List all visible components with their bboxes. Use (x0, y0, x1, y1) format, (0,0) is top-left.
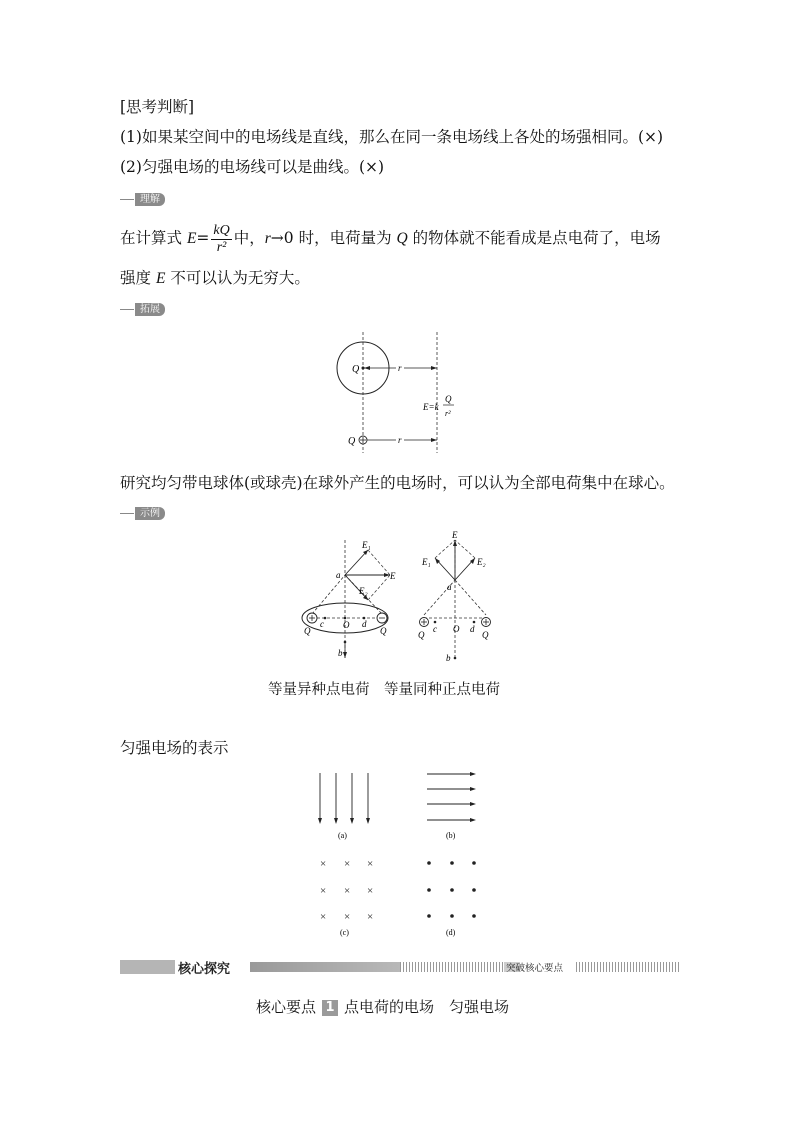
keypoint-prefix: 核心要点 (256, 998, 317, 1016)
label-E2: E₂ (477, 557, 486, 567)
fraction-denominator: r² (216, 239, 227, 255)
uniform-title: 匀强电场的表示 (120, 739, 229, 757)
label-b: b (446, 653, 451, 663)
svg-text:×: × (367, 858, 374, 870)
label-Q-right: Q (482, 630, 489, 640)
label-Q-negative: Q (380, 626, 387, 636)
dipole-figures (300, 530, 510, 670)
svg-text:×: × (367, 885, 374, 897)
svg-text:×: × (320, 911, 327, 923)
label-Q-left: Q (418, 630, 425, 640)
figure-c-crosses (320, 858, 373, 923)
label-Q-positive: Q (304, 626, 311, 636)
label-a: (a) (338, 831, 347, 840)
think-item-2: (2)匀强电场的电场线可以是曲线。(×) (120, 158, 385, 176)
text-segment: 在计算式 (120, 229, 187, 247)
svg-text:×: × (367, 911, 374, 923)
point-r-label: r (398, 435, 402, 445)
label-E: E (452, 530, 458, 540)
label-b: (b) (446, 831, 456, 840)
equals-sign: = (196, 229, 210, 247)
label-c: (c) (340, 928, 349, 937)
text-segment: →0 时，电荷量为 (270, 229, 397, 247)
text-segment: 中， (233, 229, 265, 247)
svg-text:×: × (344, 858, 351, 870)
banner-title: 核心探究 (178, 962, 231, 977)
sphere-Q-label: Q (352, 364, 360, 375)
figure-d-dots (427, 861, 476, 918)
understand-tag (120, 192, 165, 206)
label-b: b (338, 648, 343, 658)
label-c: c (320, 619, 324, 629)
label-d: d (362, 619, 367, 629)
figure-a-down-arrows (318, 773, 370, 824)
text-segment: 的物体就不能看成是点电荷了，电场 (407, 229, 661, 247)
label-c: c (433, 624, 437, 634)
text-segment: 强度 (120, 269, 156, 287)
label-d: d (470, 624, 475, 634)
symbol-E: E (155, 270, 166, 287)
example-tag-label: 示例 (135, 507, 165, 520)
think-heading: [思考判断] (120, 98, 195, 116)
understand-line-2 (120, 268, 310, 289)
symbol-E: E (186, 230, 197, 247)
extend-tag-label: 拓展 (135, 303, 165, 316)
formula-frac-num: Q (445, 394, 452, 404)
banner-block (120, 960, 175, 974)
label-E1: E₁ (362, 540, 371, 550)
figure-b-right-arrows (427, 772, 476, 822)
keypoint-title: 点电荷的电场 匀强电场 (344, 998, 510, 1016)
formula-Ek: E=k (423, 402, 439, 412)
svg-text:×: × (320, 885, 327, 897)
like-charges-figure (418, 530, 491, 663)
label-E1: E₁ (422, 557, 431, 567)
label-E: E (390, 571, 396, 581)
label-d: (d) (446, 928, 456, 937)
sphere-field-figure (320, 330, 480, 455)
svg-text:×: × (320, 858, 327, 870)
understand-tag-label: 理解 (135, 193, 165, 206)
sphere-r-label: r (398, 363, 402, 373)
keypoint-number-badge: 1 (322, 1000, 338, 1016)
fraction-numerator: kQ (213, 222, 230, 238)
banner-ticks-left (400, 962, 504, 972)
svg-text:×: × (344, 911, 351, 923)
label-a: a (447, 582, 452, 592)
opposite-charges-figure (302, 540, 396, 660)
extend-caption: 研究均匀带电球体(或球壳)在球外产生的电场时，可以认为全部电荷集中在球心。 (120, 474, 675, 492)
section-banner (120, 960, 680, 977)
banner-subtitle: 突破核心要点 (506, 963, 564, 974)
understand-line-1 (120, 220, 661, 257)
label-a: a (336, 570, 341, 580)
point-Q-label: Q (348, 436, 356, 447)
label-E2: E₂ (359, 586, 368, 596)
extend-tag (120, 302, 165, 316)
example-tag (120, 506, 165, 520)
example-caption: 等量异种点电荷 等量同种正点电荷 (268, 682, 500, 698)
fraction-kQ-r2 (211, 223, 231, 256)
text-segment: 不可以认为无穷大。 (165, 269, 310, 287)
symbol-r: r (264, 230, 271, 247)
symbol-Q: Q (396, 230, 408, 247)
keypoint-heading (256, 997, 509, 1017)
label-O: O (343, 620, 350, 630)
formula-frac-den: r² (445, 409, 451, 418)
think-item-1: (1)如果某空间中的电场线是直线，那么在同一条电场线上各处的场强相同。(×) (120, 128, 664, 146)
uniform-field-figures (300, 768, 500, 943)
svg-text:×: × (344, 885, 351, 897)
banner-ticks-right (576, 962, 680, 972)
label-O: O (453, 624, 460, 634)
